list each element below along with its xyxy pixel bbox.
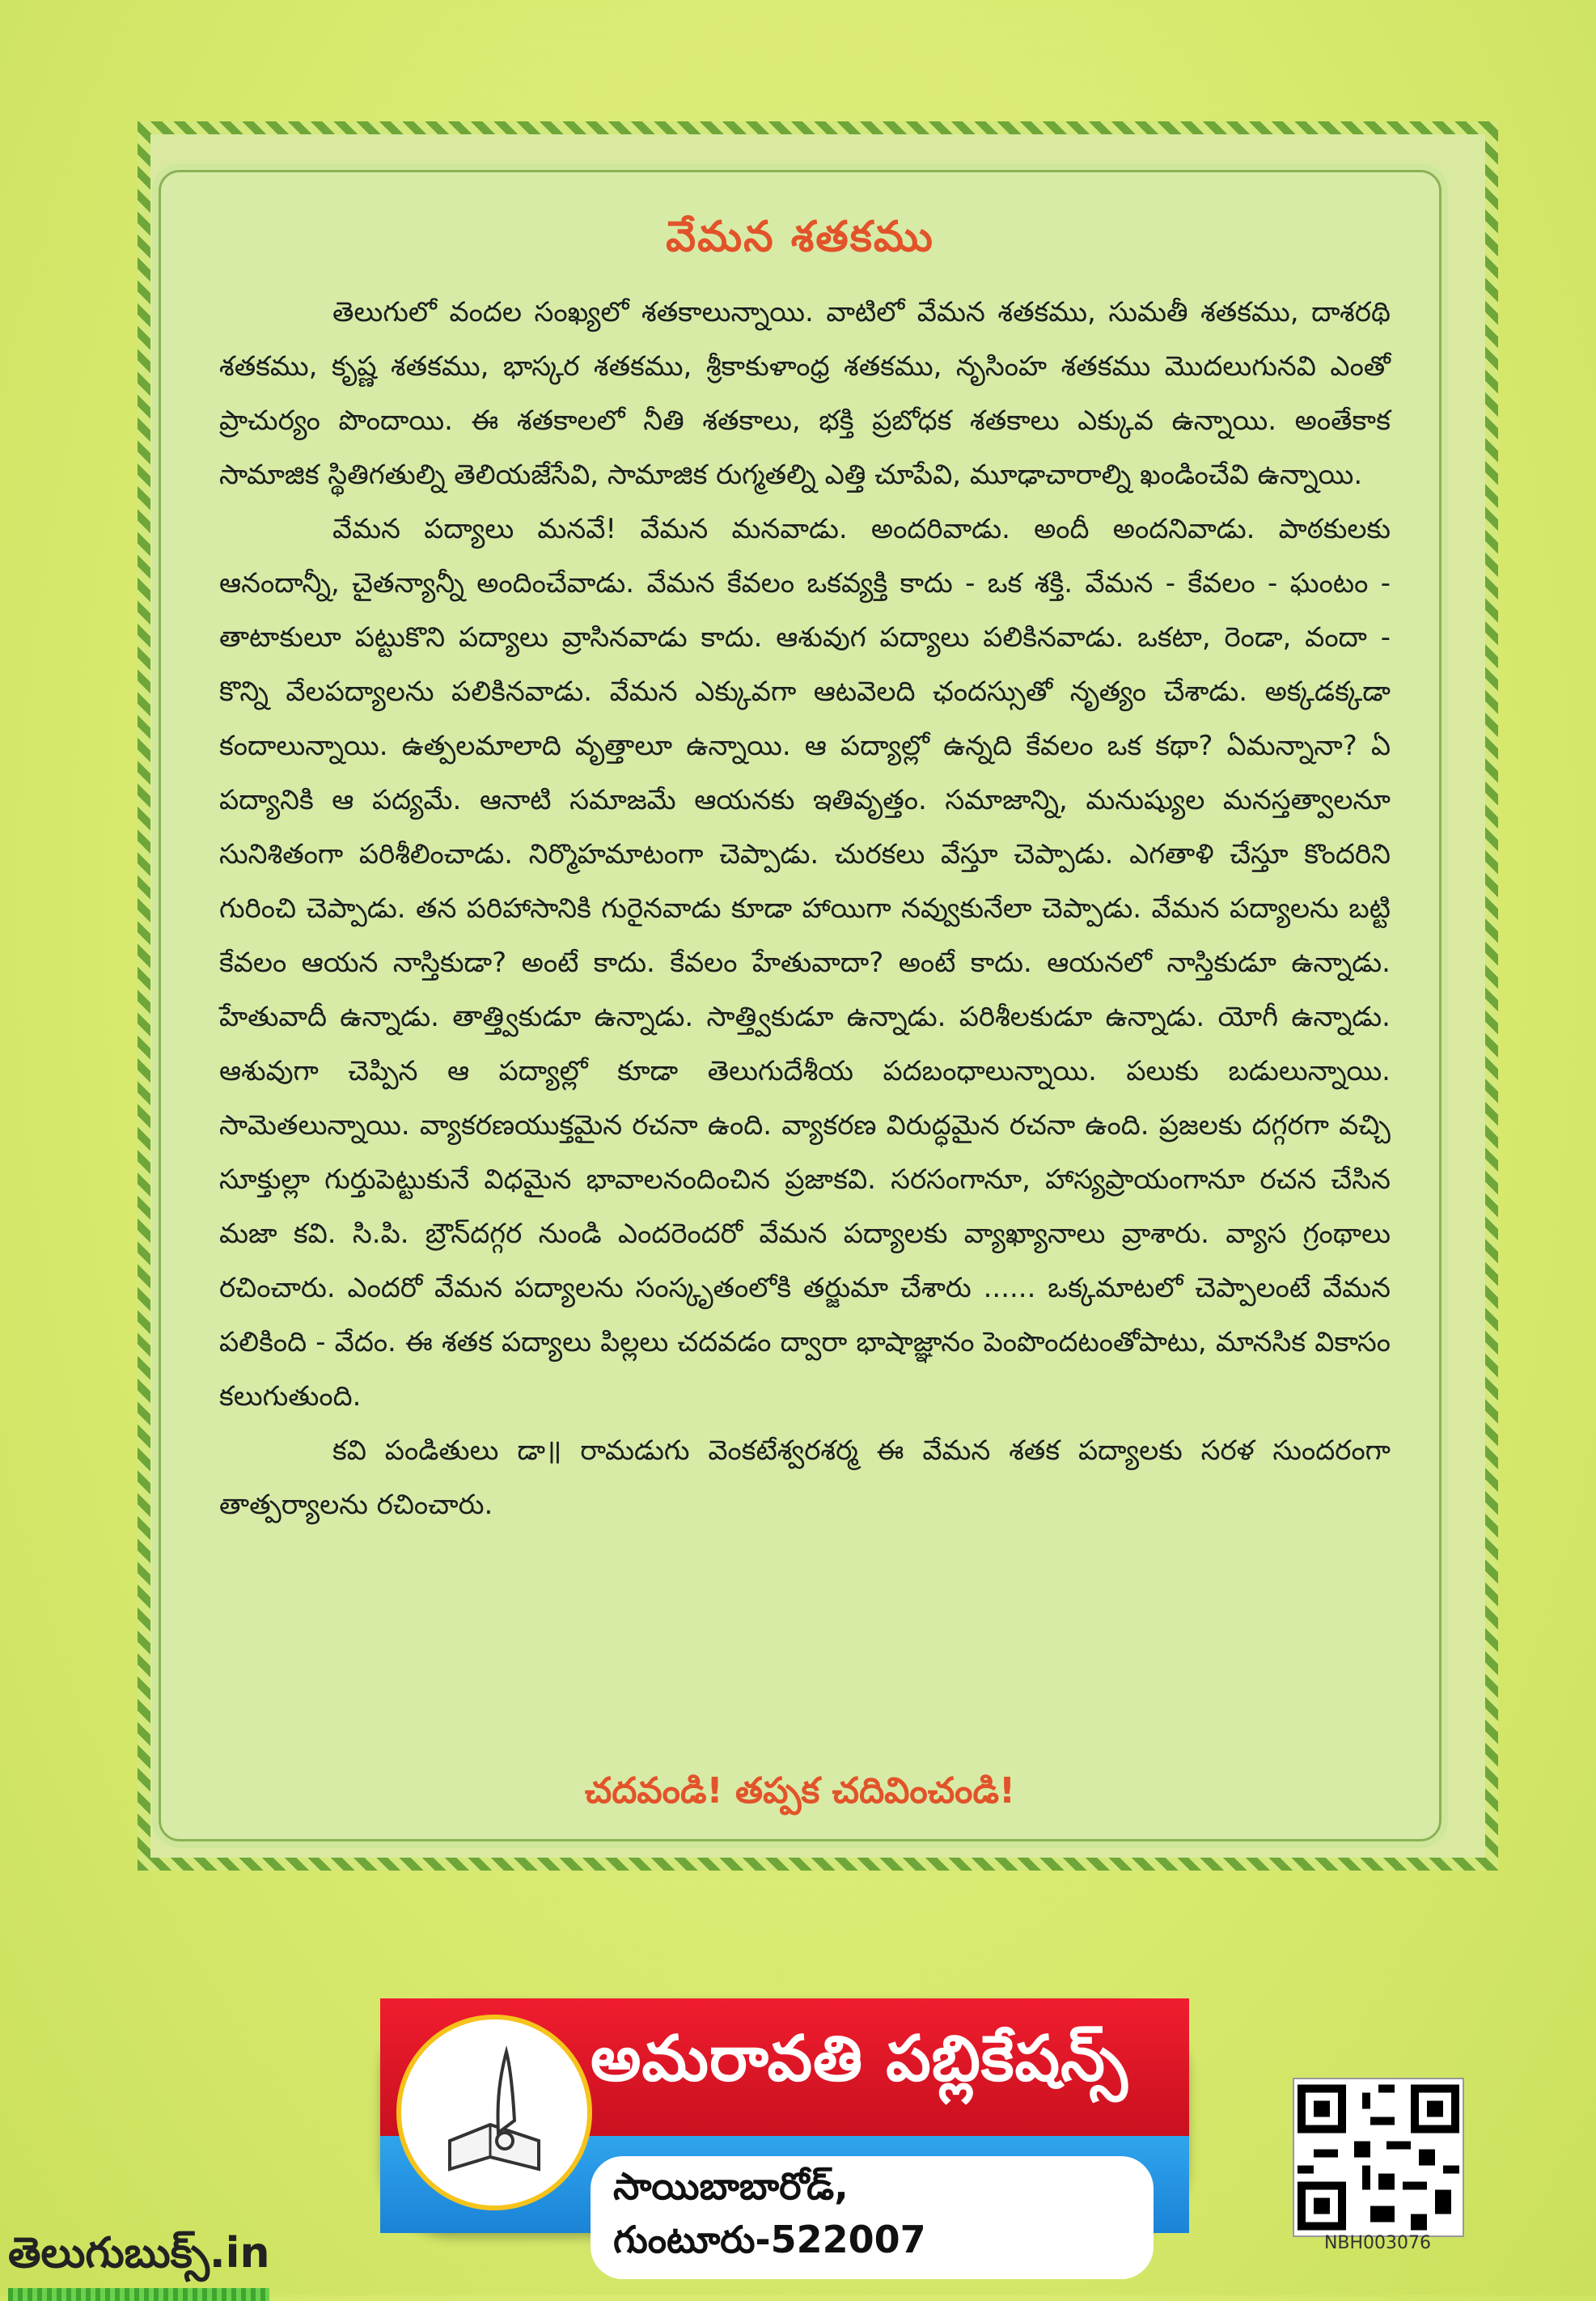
slogan: చదవండి! తప్పక చదివించండి! xyxy=(584,1770,1016,1812)
qr-code-icon[interactable] xyxy=(1294,2079,1463,2235)
paragraph-2: వేమన పద్యాలు మనవే! వేమన మనవాడు. అందరివాడు. అందీ అందనివాడు. పాఠకులకు ఆనందాన్నీ, చైతన్యాన్నీ అందించేవాడు. వేమన కేవలం ఒకవ్యక్తి కాదు - ఒక శక్తి. వేమన - కేవలం - ఘంటం - తాటాకులూ పట్టుకొని పద్యాలు వ్రాసినవాడు కాదు. ఆశువుగ పద్యాలు పలికినవాడు. ఒకటా, రెండా, వందా - కొన్ని వేలపద్యాలను పలికినవాడు. వేమన ఎక్కువగా ఆటవెలది ఛందస్సుతో నృత్యం చేశాడు. అక్కడక్కడా కందాలున్నాయి. ఉత్పలమాలాది వృత్తాలూ ఉన్నాయి. ఆ పద్యాల్లో ఉన్నది కేవలం ఒక కథా? ఏమన్నానా? ఏ పద్యానికి ఆ పద్యమే. ఆనాటి సమాజమే ఆయనకు ఇతివృత్తం. సమాజాన్ని, మనుష్యుల మనస్తత్వాలనూ సునిశితంగా పరిశీలించాడు. నిర్మొహమాటంగా చెప్పాడు. చురకలు వేస్తూ చెప్పాడు. ఎగతాళి చేస్తూ కొందరిని గురించి చెప్పాడు. తన పరిహాసానికి గురైనవాడు కూడా హాయిగా నవ్వుకునేలా చెప్పాడు. వేమన పద్యాలను బట్టి కేవలం ఆయన నాస్తికుడా? అంటే కాదు. కేవలం హేతువాదా? అంటే కాదు. ఆయనలో నాస్తికుడూ ఉన్నాడు. హేతువాదీ ఉన్నాడు. తాత్త్వికుడూ ఉన్నాడు. సాత్త్వికుడూ ఉన్నాడు. పరిశీలకుడూ ఉన్నాడు. యోగీ ఉన్నాడు. ఆశువుగా చెప్పిన ఆ పద్యాల్లో కూడా తెలుగుదేశీయ పదబంధాలున్నాయి. పలుకు బడులున్నాయి. సామెతలున్నాయి. వ్యాకరణయుక్తమైన రచనా ఉంది. వ్యాకరణ విరుద్ధమైన రచనా ఉంది. ప్రజలకు దగ్గరగా వచ్చి సూక్తుల్లా గుర్తుపెట్టుకునే విధమైన భావాలనందించిన ప్రజాకవి. సరసంగానూ, హాస్యప్రాయంగానూ రచన చేసిన మజా కవి. సి.పి. బ్రౌన్‌దగ్గర నుండి ఎందరెందరో వేమన పద్యాలకు వ్యాఖ్యానాలు వ్రాశారు. వ్యాస గ్రంథాలు రచించారు. ఎందరో వేమన పద్యాలను సంస్కృతంలోకి తర్జుమా చేశారు ...... ఒక్కమాటలో చెప్పాలంటే వేమన పలికింది - వేదం. ఈ శతక పద్యాలు పిల్లలు చదవడం ద్వారా భాషాజ్ఞానం పెంపొందటంతోపాటు, మానసిక వికాసం కలుగుతుంది. xyxy=(219,513,1391,1413)
paragraph-3: కవి పండితులు డా॥ రామడుగు వెంకటేశ్వరశర్మ ఈ వేమన శతక పద్యాలకు సరళ సుందరంగా తాత్పర్యాలను రచించారు. xyxy=(219,1434,1391,1521)
publisher-address: సాయిబాబారోడ్, గుంటూరు-522007 xyxy=(591,2156,1154,2279)
watermark-text: తెలుగుబుక్స్.in xyxy=(8,2229,270,2278)
watermark xyxy=(8,2229,269,2288)
content-panel xyxy=(159,170,1441,1841)
page-title: వేమన శతకము xyxy=(666,213,934,261)
qr-code-label: NBH003076 xyxy=(1323,2233,1432,2253)
paragraph-1: తెలుగులో వందల సంఖ్యలో శతకాలున్నాయి. వాటిలో వేమన శతకము, సుమతీ శతకము, దాశరథి శతకము, కృష్ణ శతకము, భాస్కర శతకము, శ్రీకాకుళాంధ్ర శతకము, నృసింహ శతకము మొదలుగునవి ఎంతో ప్రాచుర్యం పొందాయి. ఈ శతకాలలో నీతి శతకాలు, భక్తి ప్రబోధక శతకాలు ఎక్కువ ఉన్నాయి. అంతేకాక సామాజిక స్థితిగతుల్ని తెలియజేసేవి, సామాజిక రుగ్మతల్ని ఎత్తి చూపేవి, మూఢాచారాల్ని ఖండించేవి ఉన్నాయి. xyxy=(219,296,1391,491)
publisher-name: అమరావతి పబ్లికేషన్స్ xyxy=(591,2023,1128,2095)
grass-icon xyxy=(8,2288,269,2301)
publisher-banner xyxy=(380,1998,1189,2261)
publisher-logo-icon xyxy=(396,2015,592,2210)
description-text xyxy=(219,286,1391,1532)
